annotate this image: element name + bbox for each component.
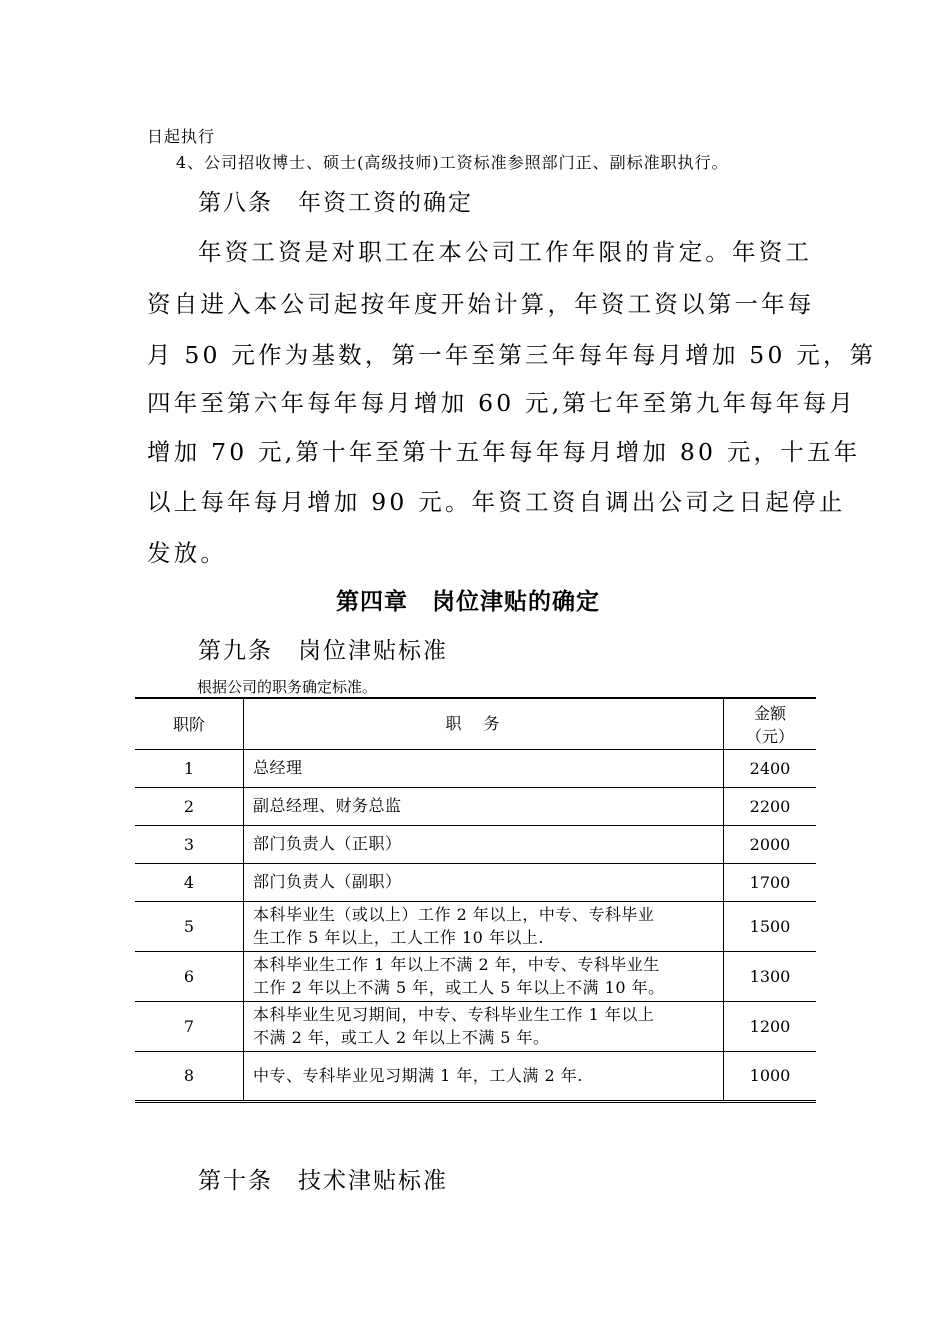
table-row <box>135 951 816 1001</box>
row-level: 2 <box>135 787 244 825</box>
row-duty-line2: 工作 2 年以上不满 5 年，或工人 5 年以上不满 10 年。 <box>253 978 665 997</box>
row-amount: 2400 <box>724 749 817 787</box>
paragraph-line: 年资工资是对职工在本公司工作年限的肯定。年资工 <box>198 238 813 266</box>
row-amount: 2000 <box>724 825 817 863</box>
paragraph-line: 月 50 元作为基数，第一年至第三年每年每月增加 50 元，第 <box>147 341 877 369</box>
row-amount: 1300 <box>724 951 817 1001</box>
row-duty: 中专、专科毕业见习期满 1 年，工人满 2 年. <box>244 1051 724 1101</box>
row-duty <box>244 901 724 951</box>
table-row <box>135 787 816 825</box>
article-8-title: 第八条 年资工资的确定 <box>198 190 473 216</box>
row-level: 1 <box>135 749 244 787</box>
row-duty: 部门负责人（正职） <box>244 825 724 863</box>
row-duty: 总经理 <box>244 749 724 787</box>
row-duty: 副总经理、财务总监 <box>244 787 724 825</box>
header-amount <box>724 698 817 749</box>
header-amount-line1: 金额 <box>753 703 786 723</box>
paragraph-line: 四年至第六年每年每月增加 60 元,第七年至第九年每年每月 <box>147 389 857 417</box>
row-duty <box>244 1001 724 1051</box>
row-amount: 1500 <box>724 901 817 951</box>
table-row <box>135 1051 816 1101</box>
paragraph-line: 资自进入本公司起按年度开始计算，年资工资以第一年每 <box>147 290 815 318</box>
row-amount: 1200 <box>724 1001 817 1051</box>
row-amount: 1000 <box>724 1051 817 1101</box>
row-duty-line1: 本科毕业生（或以上）工作 2 年以上，中专、专科毕业 <box>253 904 655 924</box>
row-duty: 部门负责人（副职） <box>244 863 724 901</box>
post-allowance-table <box>135 697 816 1103</box>
table-header-row <box>135 698 816 749</box>
paragraph-line: 增加 70 元,第十年至第十五年每年每月增加 80 元，十五年 <box>147 438 861 466</box>
article-10-title: 第十条 技术津贴标准 <box>198 1168 448 1194</box>
row-duty-line1: 本科毕业生见习期间，中专、专科毕业生工作 1 年以上 <box>253 1004 655 1024</box>
paragraph-line: 以上每年每月增加 90 元。年资工资自调出公司之日起停止 <box>147 488 846 516</box>
row-level: 7 <box>135 1001 244 1051</box>
row-duty-line2: 生工作 5 年以上，工人工作 10 年以上. <box>253 928 544 947</box>
article-9-title: 第九条 岗位津贴标准 <box>198 638 448 664</box>
header-duty: 职务 <box>244 698 724 749</box>
header-amount-line2: （元） <box>745 726 794 746</box>
row-amount: 2200 <box>724 787 817 825</box>
table-row <box>135 901 816 951</box>
row-level: 5 <box>135 901 244 951</box>
table-row <box>135 1001 816 1051</box>
chapter-4-heading: 第四章 岗位津贴的确定 <box>336 589 600 615</box>
row-level: 3 <box>135 825 244 863</box>
row-duty-line1: 本科毕业生工作 1 年以上不满 2 年，中专、专科毕业生 <box>253 954 660 974</box>
table-row <box>135 825 816 863</box>
row-duty <box>244 951 724 1001</box>
article-9-note: 根据公司的职务确定标准。 <box>197 678 378 696</box>
table-row <box>135 749 816 787</box>
row-level: 4 <box>135 863 244 901</box>
continued-line: 日起执行 <box>147 127 216 146</box>
row-level: 8 <box>135 1051 244 1101</box>
table-row <box>135 863 816 901</box>
row-level: 6 <box>135 951 244 1001</box>
header-level: 职阶 <box>135 698 244 749</box>
paragraph-line: 发放。 <box>147 539 228 567</box>
row-amount: 1700 <box>724 863 817 901</box>
clause-4-line: 4、公司招收博士、硕士(高级技师)工资标准参照部门正、副标准职执行。 <box>176 153 729 172</box>
row-duty-line2: 不满 2 年，或工人 2 年以上不满 5 年。 <box>253 1028 550 1047</box>
